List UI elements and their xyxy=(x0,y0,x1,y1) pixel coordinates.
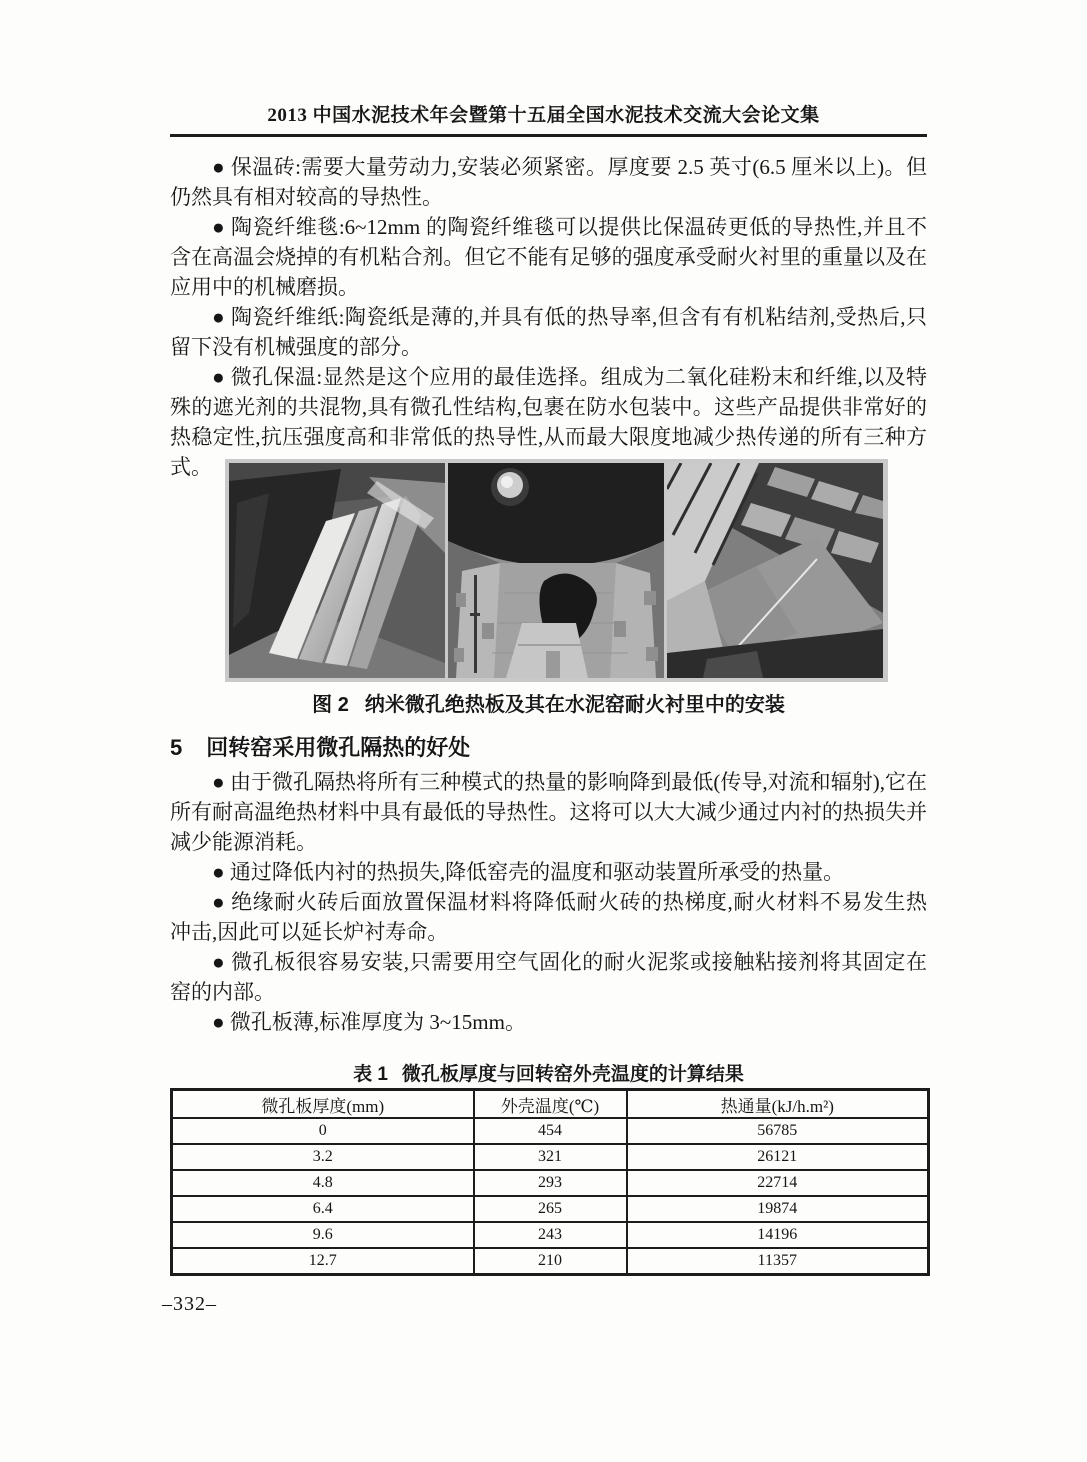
column-header-shell-temp: 外壳温度(℃) xyxy=(474,1090,627,1119)
running-header: 2013 中国水泥技术年会暨第十五届全国水泥技术交流大会论文集 xyxy=(267,105,820,126)
bullet-paragraph: ● 保温砖:需要大量劳动力,安装必须紧密。厚度要 2.5 英寸(6.5 厘米以上)。但仍然具有相对较高的导热性。 xyxy=(170,155,927,209)
cell-shell-temp: 454 xyxy=(474,1118,627,1144)
cell-thickness: 0 xyxy=(172,1118,474,1144)
figure-2-photo-strip xyxy=(225,459,888,682)
table-row xyxy=(172,1170,929,1196)
cell-shell-temp: 265 xyxy=(474,1196,627,1222)
insulation-boards-photo xyxy=(229,463,445,678)
figure-caption-text: 纳米微孔绝热板及其在水泥窑耐火衬里中的安装 xyxy=(364,694,785,716)
figure-label: 图 2 xyxy=(312,694,349,716)
cell-shell-temp: 321 xyxy=(474,1144,627,1170)
intro-bullet-list xyxy=(170,152,927,482)
figure-2-caption xyxy=(170,688,927,717)
cell-thickness: 6.4 xyxy=(172,1196,474,1222)
bullet-paragraph: ● 微孔板薄,标准厚度为 3~15mm。 xyxy=(212,1010,526,1034)
cell-heat-flux: 11357 xyxy=(627,1248,929,1275)
cell-heat-flux: 56785 xyxy=(627,1118,929,1144)
section-5-bullet-list xyxy=(170,767,927,1037)
cell-thickness: 9.6 xyxy=(172,1222,474,1248)
cell-shell-temp: 243 xyxy=(474,1222,627,1248)
table-label: 表 1 xyxy=(353,1064,388,1085)
bullet-paragraph: ● 绝缘耐火砖后面放置保温材料将降低耐火砖的热梯度,耐火材料不易发生热冲击,因此可以延长炉衬寿命。 xyxy=(170,890,927,944)
bullet-paragraph: ● 通过降低内衬的热损失,降低窑壳的温度和驱动装置所承受的热量。 xyxy=(212,860,845,884)
table-row xyxy=(172,1196,929,1222)
section-number: 5 xyxy=(170,735,183,760)
column-header-heat-flux: 热通量(kJ/h.m²) xyxy=(627,1090,929,1119)
cell-thickness: 4.8 xyxy=(172,1170,474,1196)
cell-shell-temp: 293 xyxy=(474,1170,627,1196)
bullet-paragraph: ● 陶瓷纤维纸:陶瓷纸是薄的,并具有低的热导率,但含有有机粘结剂,受热后,只留下没有机械强度的部分。 xyxy=(170,305,927,359)
bullet-paragraph: ● 由于微孔隔热将所有三种模式的热量的影响降到最低(传导,对流和辐射),它在所有耐高温绝热材料中具有最低的导热性。这将可以大大减少通过内衬的热损失并减少能源消耗。 xyxy=(170,770,927,854)
column-header-thickness: 微孔板厚度(mm) xyxy=(172,1090,474,1119)
bullet-paragraph: ● 微孔板很容易安装,只需要用空气固化的耐火泥浆或接触粘接剂将其固定在窑的内部。 xyxy=(170,950,927,1004)
table-1 xyxy=(170,1088,930,1276)
table-row xyxy=(172,1222,929,1248)
section-title: 回转窑采用微孔隔热的好处 xyxy=(206,735,471,760)
cell-heat-flux: 22714 xyxy=(627,1170,929,1196)
table-header-row xyxy=(172,1090,929,1119)
kiln-installation-photo xyxy=(448,463,664,678)
table-row xyxy=(172,1118,929,1144)
cell-heat-flux: 14196 xyxy=(627,1222,929,1248)
cell-thickness: 12.7 xyxy=(172,1248,474,1275)
table-row xyxy=(172,1144,929,1170)
header-rule xyxy=(170,134,927,137)
bullet-paragraph: ● 陶瓷纤维毯:6~12mm 的陶瓷纤维毯可以提供比保温砖更低的导热性,并且不含在高温会烧掉的有机粘合剂。但它不能有足够的强度承受耐火衬里的重量以及在应用中的机械磨损。 xyxy=(170,215,927,299)
cell-heat-flux: 26121 xyxy=(627,1144,929,1170)
bullet-paragraph: ● 微孔保温:显然是这个应用的最佳选择。组成为二氧化硅粉末和纤维,以及特殊的遮光剂的共混物,具有微孔性结构,包裹在防水包装中。这些产品提供非常好的热稳定性,抗压强度高和非常低的热导性,从而最大限度地减少热传递的所有三种方式。 xyxy=(170,365,927,479)
cell-shell-temp: 210 xyxy=(474,1248,627,1275)
page-number: –332– xyxy=(162,1293,217,1315)
table-row xyxy=(172,1248,929,1275)
table-1-title xyxy=(170,1059,927,1086)
table-title-text: 微孔板厚度与回转窑外壳温度的计算结果 xyxy=(401,1064,744,1085)
brick-lining-photo xyxy=(667,463,883,678)
section-5-heading xyxy=(170,731,470,762)
cell-thickness: 3.2 xyxy=(172,1144,474,1170)
cell-heat-flux: 19874 xyxy=(627,1196,929,1222)
